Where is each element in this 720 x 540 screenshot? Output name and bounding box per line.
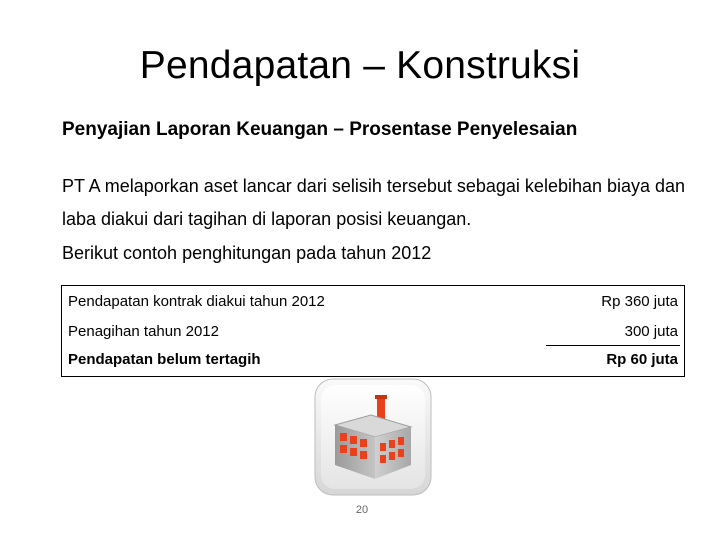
calc-row-label: Pendapatan kontrak diakui tahun 2012 xyxy=(68,293,325,310)
calc-row-billings xyxy=(68,321,678,343)
intro-text: Berikut contoh penghitungan pada tahun 2012 xyxy=(62,243,432,263)
page-number: 20 xyxy=(355,504,369,516)
calc-row-value: Rp 360 juta xyxy=(601,293,678,310)
calc-row-label: Pendapatan belum tertagih xyxy=(68,351,261,368)
calculation-table xyxy=(61,285,685,377)
slide-subtitle: Penyajian Laporan Keuangan – Prosentase Penyelesaian xyxy=(62,119,578,140)
calc-row-revenue-recognized xyxy=(68,291,678,313)
calc-row-unbilled-revenue xyxy=(68,349,678,371)
subtotal-line xyxy=(546,345,680,346)
calc-row-value: 300 juta xyxy=(624,323,678,340)
factory-icon xyxy=(313,377,433,497)
slide-title: Pendapatan – Konstruksi xyxy=(139,44,581,87)
calc-row-label: Penagihan tahun 2012 xyxy=(68,323,219,340)
body-paragraph: PT A melaporkan aset lancar dari selisih tersebut sebagai kelebihan biaya dan laba diakui dari tagihan di laporan posisi keuangan. xyxy=(62,176,686,229)
calc-row-value: Rp 60 juta xyxy=(606,351,678,368)
